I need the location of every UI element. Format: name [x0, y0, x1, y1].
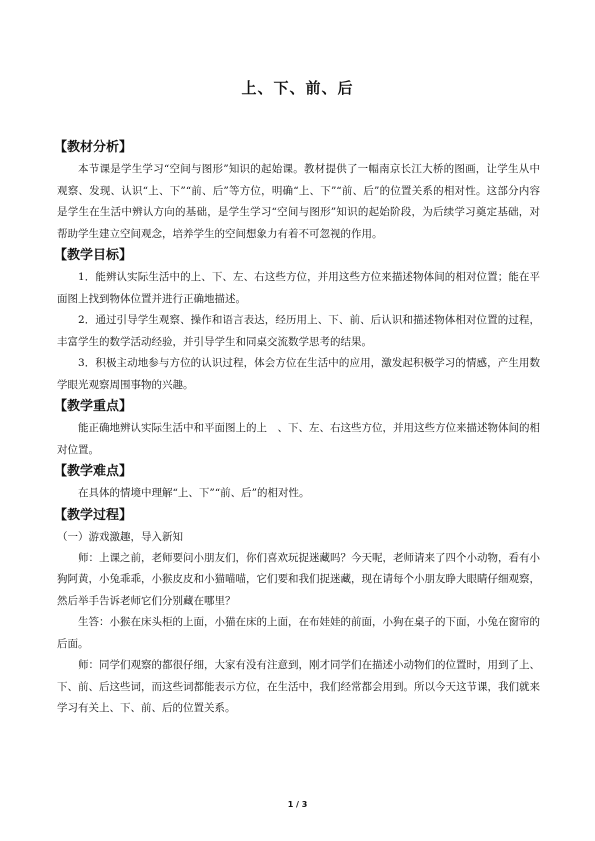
difficulties-paragraph: 在具体的情境中理解“上、下”“前、后”的相对性。: [78, 487, 310, 499]
process-paragraph-3: 师：同学们观察的都很仔细，大家有没有注意到，刚才同学们在描述小动物们的位置时，用到了上、下、前、后这些词，而这些词都能表示方位，在生活中，我们经常都会用到。所以今天这节课，我们就来学习有关上、下、前、后的位置关系。: [57, 659, 540, 714]
document-body: [54, 137, 540, 720]
page-number: 1 / 3: [287, 800, 308, 809]
key-points-paragraph: 能正确地辨认实际生活中和平面图上的上 、下、左、右这些方位，并用这些方位来描述物体间的相对位置。: [57, 422, 540, 456]
section-heading-difficulties: 【教学难点】: [54, 464, 133, 479]
goal-item-3: 3．积极主动地参与方位的认识过程，体会方位在生活中的应用，激发起积极学习的情感，产生用数学眼光观察周围事物的兴趣。: [57, 357, 540, 391]
page-title: 上、下、前、后: [241, 79, 354, 97]
section-heading-goals: 【教学目标】: [54, 248, 133, 263]
analysis-paragraph: 本节课是学生学习“空间与图形”知识的起始课。教材提供了一幅南京长江大桥的图画，让学生从中观察、发现、认识“上、下”“前、后”等方位，明确“上、下”“前、后”的位置关系的相对性。这部分内容是学生在生活中辨认方向的基础，是学生学习“空间与图形”知识的起始阶段，为后续学习奠定基础，对帮助学生建立空间观念，培养学生的空间想象力有着不可忽视的作用。: [57, 163, 540, 240]
section-heading-process: 【教学过程】: [54, 507, 133, 523]
process-subheading: （一）游戏激趣，导入新知: [57, 530, 183, 543]
goal-item-2: 2．通过引导学生观察、操作和语言表达，经历用上、下、前、后认识和描述物体相对位置的过程，丰富学生的数学活动经验，并引导学生和同桌交流数学思考的结果。: [57, 314, 540, 348]
process-paragraph-2: 生答：小猴在床头柜的上面，小猫在床的上面，在布娃娃的前面，小狗在桌子的下面，小兔在窗帘的后面。: [57, 616, 540, 650]
section-heading-key-points: 【教学重点】: [54, 399, 133, 414]
section-heading-analysis: 【教材分析】: [54, 140, 133, 155]
goal-item-1: 1．能辨认实际生活中的上、下、左、右这些方位，并用这些方位来描述物体间的相对位置；能在平面图上找到物体位置并进行正确地描述。: [57, 271, 540, 305]
process-paragraph-1: 师：上课之前，老师要问小朋友们，你们喜欢玩捉迷藏吗？今天呢，老师请来了四个小动物，看有小狗阿黄，小兔乖乖，小猴皮皮和小猫喵喵，它们要和我们捉迷藏，现在请每个小朋友睁大眼睛仔细观察，然后举手告诉老师它们分别藏在哪里？: [57, 551, 540, 607]
